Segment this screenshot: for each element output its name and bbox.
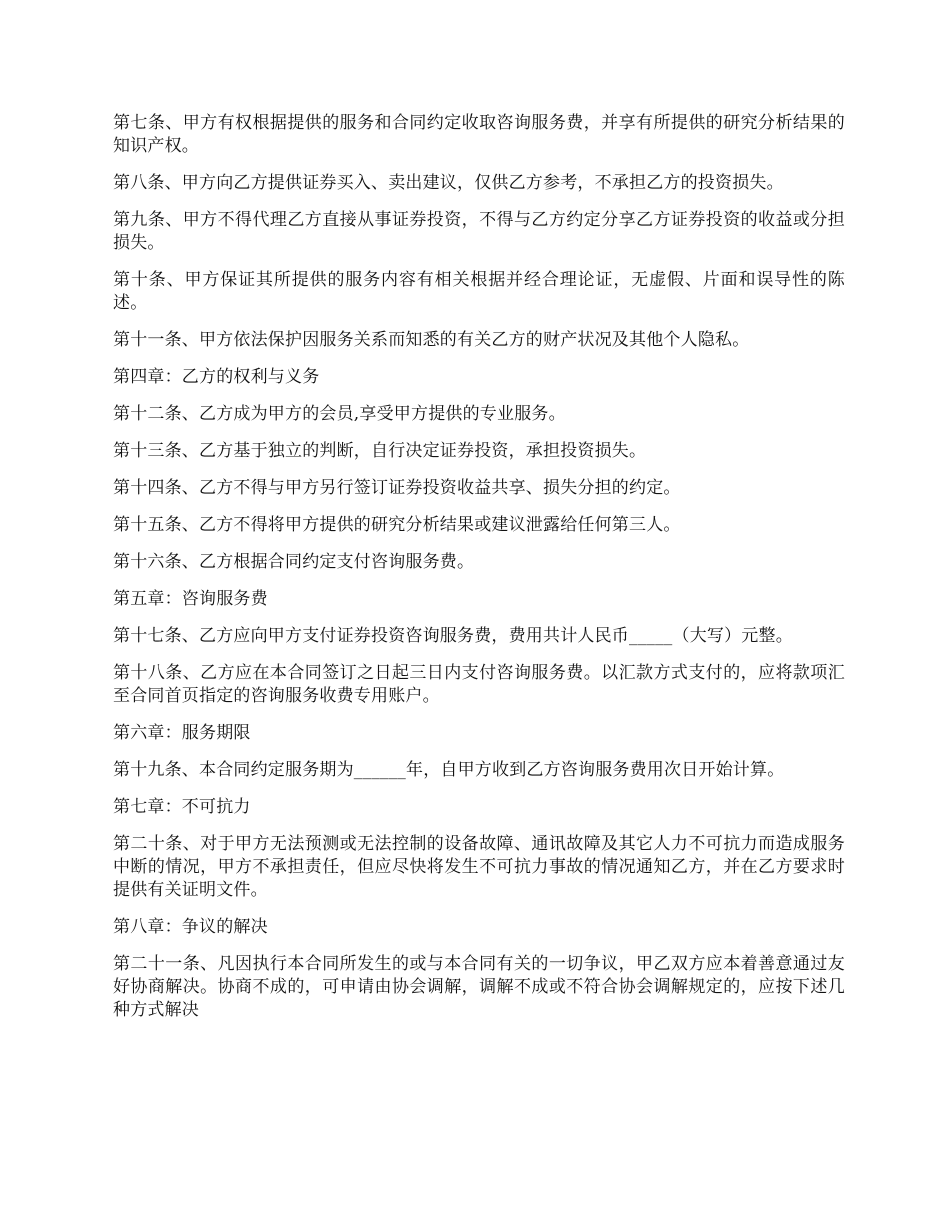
chapter-6-heading: 第六章：服务期限 (113, 723, 251, 743)
clause-8: 第八条、甲方向乙方提供证券买入、卖出建议，仅供乙方参考，不承担乙方的投资损失。 (113, 173, 784, 193)
clause-14: 第十四条、乙方不得与甲方另行签订证券投资收益共享、损失分担的约定。 (113, 478, 681, 498)
clause-20: 第二十条、对于甲方无法预测或无法控制的设备故障、通讯故障及其它人力不可抗力而造成服务中断的情况，甲方不承担责任，但应尽快将发生不可抗力事故的情况通知乙方，并在乙方要求时提供有关证明文件。 (113, 834, 845, 900)
chapter-8-heading: 第八章：争议的解决 (113, 917, 268, 937)
clause-16: 第十六条、乙方根据合同约定支付咨询服务费。 (113, 552, 475, 572)
clause-19: 第十九条、本合同约定服务期为______年，自甲方收到乙方咨询服务费用次日开始计算。 (113, 760, 785, 780)
clause-17: 第十七条、乙方应向甲方支付证券投资咨询服务费，费用共计人民币_____（大写）元整。 (113, 626, 793, 646)
clause-7: 第七条、甲方有权根据提供的服务和合同约定收取咨询服务费，并享有所提供的研究分析结果的知识产权。 (113, 113, 845, 156)
chapter-5-heading: 第五章：咨询服务费 (113, 589, 268, 609)
document-body (113, 112, 845, 1036)
clause-13: 第十三条、乙方基于独立的判断，自行决定证券投资，承担投资损失。 (113, 441, 647, 461)
chapter-7-heading: 第七章：不可抗力 (113, 797, 251, 817)
chapter-4-heading: 第四章：乙方的权利与义务 (113, 367, 320, 387)
clause-10: 第十条、甲方保证其所提供的服务内容有相关根据并经合理论证，无虚假、片面和误导性的陈述。 (113, 270, 845, 313)
clause-9: 第九条、甲方不得代理乙方直接从事证券投资，不得与乙方约定分享乙方证券投资的收益或分担损失。 (113, 210, 845, 253)
clause-21: 第二十一条、凡因执行本合同所发生的或与本合同有关的一切争议，甲乙双方应本着善意通过友好协商解决。协商不成的，可申请由协会调解，调解不成或不符合协会调解规定的，应按下述几种方式解决 (113, 954, 845, 1020)
clause-18: 第十八条、乙方应在本合同签订之日起三日内支付咨询服务费。以汇款方式支付的，应将款项汇至合同首页指定的咨询服务收费专用账户。 (113, 663, 845, 706)
clause-11: 第十一条、甲方依法保护因服务关系而知悉的有关乙方的财产状况及其他个人隐私。 (113, 330, 750, 350)
clause-12: 第十二条、乙方成为甲方的会员,享受甲方提供的专业服务。 (113, 404, 566, 424)
clause-15: 第十五条、乙方不得将甲方提供的研究分析结果或建议泄露给任何第三人。 (113, 515, 681, 535)
